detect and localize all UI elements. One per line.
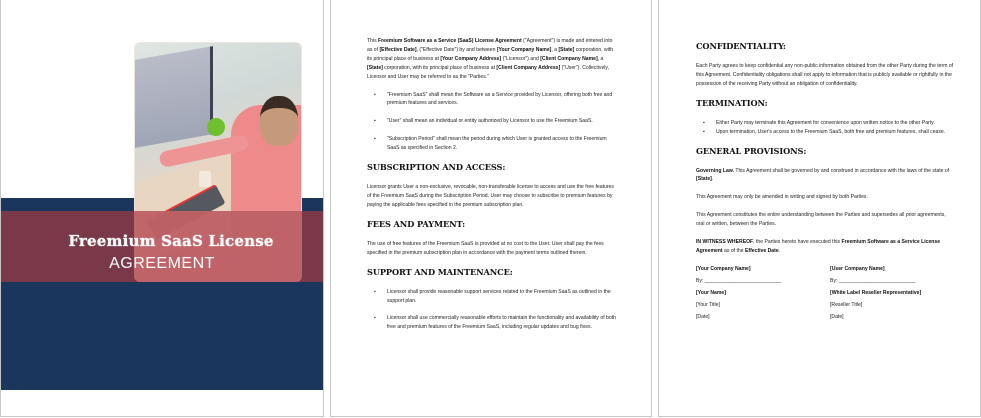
amendment-paragraph: This Agreement may only be amended in writing and signed by both Parties. <box>696 194 868 201</box>
termination-heading: TERMINATION: <box>696 97 768 108</box>
support-item: ▪ Licensor shall use commercially reasonable efforts to maintain the functionality and availability of both free and premium features of the Freemium SaaS, including regular updates and bug fixes. <box>367 314 619 332</box>
general-heading: GENERAL PROVISIONS: <box>696 145 807 156</box>
witness-paragraph: IN WITNESS WHEREOF, the Parties hereto have executed this Freemium Software as a Service License Agreement as of the Effective Date. <box>696 239 941 254</box>
intro-paragraph: This Freemium Software as a Service (SaaS) License Agreement ("Agreement") is made and entered into as of [Effective Date], ("Effective Date") by and between [Your Company Name], a [State] corporation, with its principal place of business at [Your Company Address] ("Licensor") and [Client Company Name], a [State] corporation, with its principal place of business at [Client Company Address] ("User"). Collectively, Licensor and User may be referred to as the "Parties." <box>367 38 614 80</box>
termination-item: ▪ Upon termination, User's access to the Freemium SaaS, both free and premium features, shall cease. <box>696 128 954 137</box>
termination-list <box>696 119 954 137</box>
support-item: ▪ Licensor shall provide reasonable support services related to the Freemium SaaS as outlined in the support plan. <box>367 288 619 306</box>
definition-item: ▪ "User" shall mean an individual or entity authorized by Licensor to use the Freemium SaaS. <box>367 117 619 126</box>
support-heading: SUPPORT AND MAINTENANCE: <box>367 266 513 277</box>
definition-item: ▪ "Subscription Period" shall mean the period during which User is granted access to the Freemium SaaS as specified in Section 2. <box>367 135 619 153</box>
fees-heading: FEES AND PAYMENT: <box>367 218 466 229</box>
cover-subtitle: AGREEMENT <box>109 255 215 272</box>
governing-law-paragraph: Governing Law. This Agreement shall be governed by and construed in accordance with the laws of the state of [State]. <box>696 167 950 183</box>
page-3-content <box>696 37 954 322</box>
definitions-list <box>367 91 619 154</box>
licensor-date: [Date] <box>696 313 710 320</box>
photo-head <box>260 96 298 146</box>
user-signature-line: By: ___________________________ <box>830 277 916 284</box>
user-date: [Date] <box>830 313 844 320</box>
definition-item: ▪ "Freemium SaaS" shall mean the Software as a Service provided by Licensor, offering both free and premium features and services. <box>367 91 619 109</box>
photo-cup <box>199 171 211 187</box>
fees-body: The use of free features of the Freemium SaaS is provided at no cost to the User. User shall pay the fees specified in the premium subscription plan in accordance with the payment terms outlined therein. <box>367 240 604 256</box>
user-representative-name: [White Label Reseller Representative] <box>830 289 922 296</box>
cover-page <box>0 0 324 417</box>
support-list <box>367 288 619 333</box>
licensor-name: [Your Name] <box>696 289 726 296</box>
subscription-heading: SUBSCRIPTION AND ACCESS: <box>367 162 506 173</box>
termination-item: ▪ Either Party may terminate this Agreement for convenience upon written notice to the other Party. <box>696 119 954 128</box>
page-2-content <box>367 37 619 341</box>
photo-plant <box>207 118 225 136</box>
photo-monitor <box>135 46 213 148</box>
subscription-body: Licensor grants User a non-exclusive, revocable, non-transferable license to access and use the free features of the Freemium SaaS during the Subscription Period. User may choose to subscribe to premium features by paying the applicable fees specified in the premium subscription plan. <box>367 184 614 208</box>
entire-agreement-paragraph: This Agreement constitutes the entire understanding between the Parties and supersedes all prior agreements, oral or written, between the Parties. <box>696 212 946 228</box>
agreement-page-3 <box>658 0 981 417</box>
licensor-title: [Your Title] <box>696 301 720 308</box>
cover-title: Freemium SaaS License <box>68 232 274 250</box>
licensor-company: [Your Company Name] <box>696 265 751 272</box>
agreement-page-2 <box>330 0 652 417</box>
licensor-signature-line: By: ___________________________ <box>696 277 782 284</box>
confidentiality-body: Each Party agrees to keep confidential any non-public information obtained from the other Party during the term of this Agreement. Confidentiality obligations shall not apply to information that is publicly available or rightfully in the possession of the receiving Party without an obligation of confidentiality. <box>696 63 954 87</box>
confidentiality-heading: CONFIDENTIALITY: <box>696 41 786 51</box>
signature-block <box>696 265 954 322</box>
user-company: [User Company Name] <box>830 265 885 272</box>
user-title: [Reseller Title] <box>830 301 863 308</box>
